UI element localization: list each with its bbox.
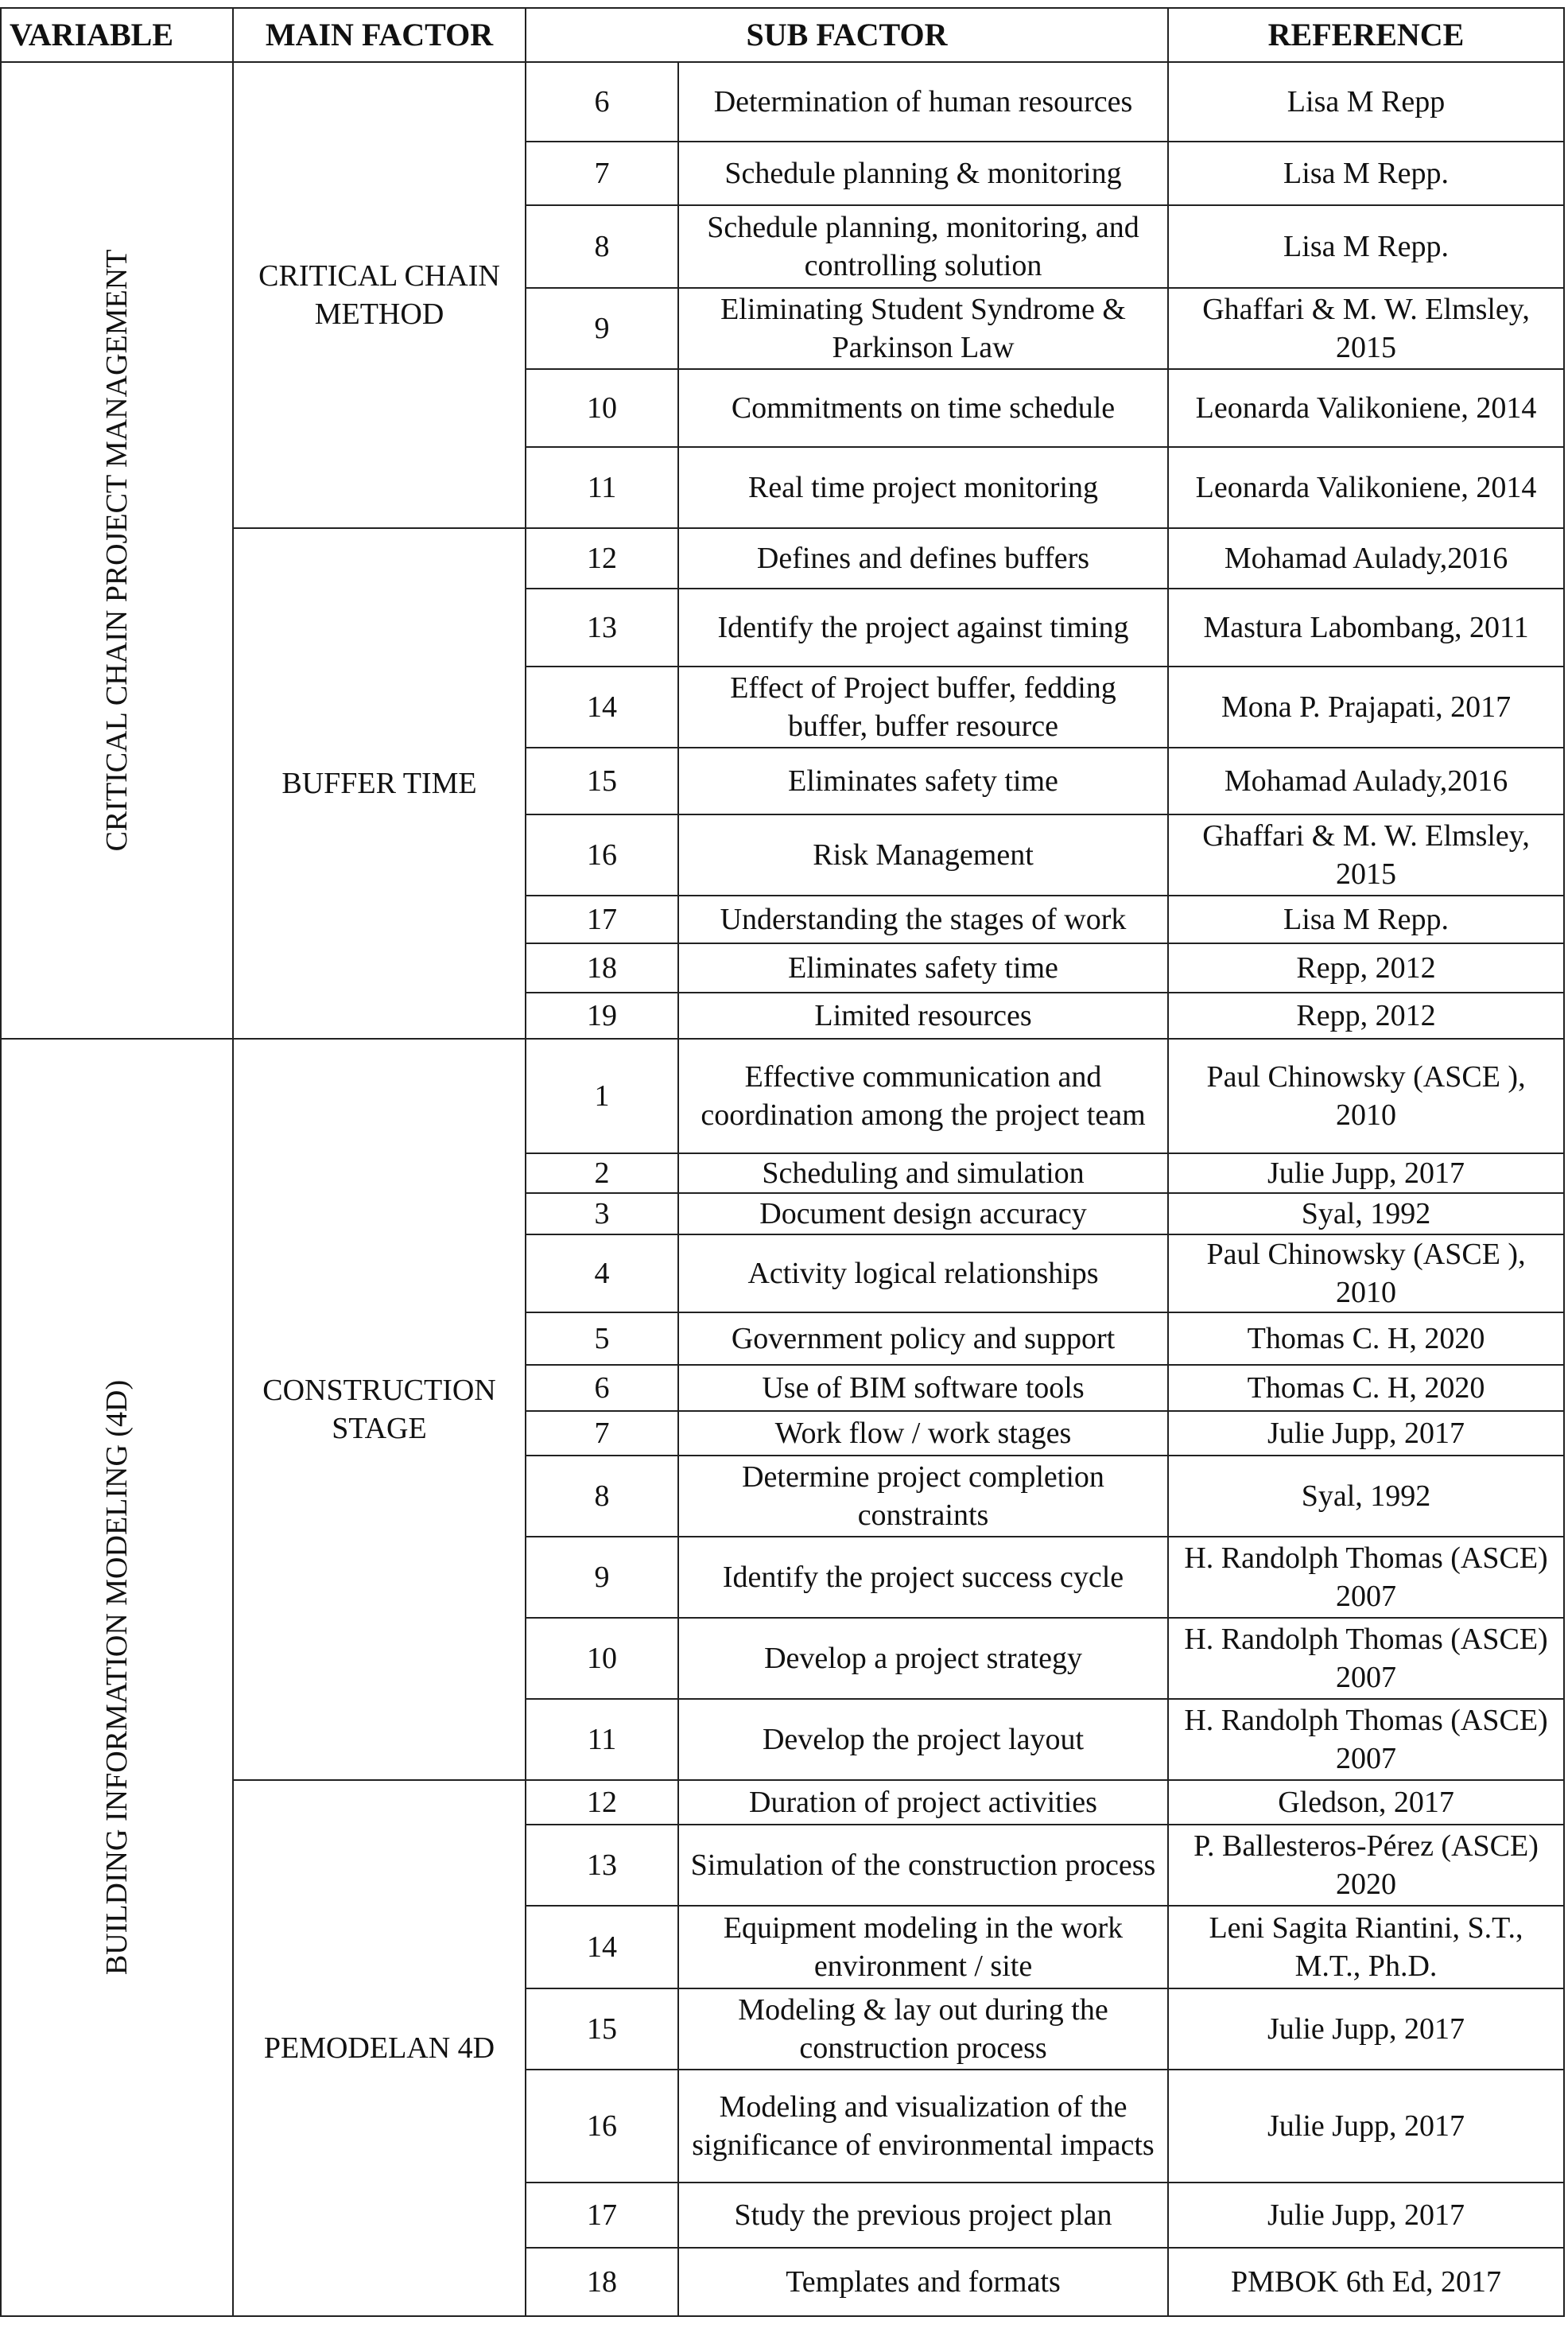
sub-factor-cell: Effect of Project buffer, fedding buffer, buffer resource — [678, 667, 1168, 748]
reference-cell: Julie Jupp, 2017 — [1168, 1153, 1564, 1193]
sub-factor-number: 18 — [526, 943, 678, 993]
reference-cell: Mastura Labombang, 2011 — [1168, 589, 1564, 667]
sub-factor-cell: Study the previous project plan — [678, 2183, 1168, 2248]
sub-factor-cell: Schedule planning, monitoring, and controlling solution — [678, 205, 1168, 288]
reference-cell: Lisa M Repp. — [1168, 896, 1564, 943]
sub-factor-cell: Document design accuracy — [678, 1193, 1168, 1234]
reference-cell: Lisa M Repp. — [1168, 205, 1564, 288]
sub-factor-cell: Schedule planning & monitoring — [678, 142, 1168, 205]
sub-factor-number: 8 — [526, 205, 678, 288]
sub-factor-number: 17 — [526, 896, 678, 943]
sub-factor-cell: Government policy and support — [678, 1312, 1168, 1365]
table-row — [1, 528, 1564, 589]
reference-cell: Thomas C. H, 2020 — [1168, 1312, 1564, 1365]
reference-cell: Lisa M Repp — [1168, 62, 1564, 142]
sub-factor-number: 11 — [526, 1699, 678, 1780]
reference-cell: Thomas C. H, 2020 — [1168, 1365, 1564, 1411]
header-row — [1, 8, 1564, 62]
header-variable: VARIABLE — [1, 8, 233, 62]
sub-factor-number: 15 — [526, 748, 678, 814]
sub-factor-cell: Develop the project layout — [678, 1699, 1168, 1780]
sub-factor-number: 13 — [526, 1825, 678, 1906]
reference-cell: Leni Sagita Riantini, S.T., M.T., Ph.D. — [1168, 1906, 1564, 1988]
variable-label: BUILDING INFORMATION MODELING (4D) — [100, 1379, 134, 1976]
table-body — [1, 62, 1564, 2316]
reference-cell: Ghaffari & M. W. Elmsley, 2015 — [1168, 814, 1564, 896]
main-factor-cell: CONSTRUCTION STAGE — [233, 1039, 526, 1780]
sub-factor-number: 12 — [526, 528, 678, 589]
reference-cell: Julie Jupp, 2017 — [1168, 2183, 1564, 2248]
sub-factor-number: 14 — [526, 667, 678, 748]
factor-table — [0, 7, 1565, 2317]
table-row — [1, 1780, 1564, 1825]
sub-factor-number: 9 — [526, 1537, 678, 1618]
reference-cell: Mohamad Aulady,2016 — [1168, 528, 1564, 589]
sub-factor-number: 13 — [526, 589, 678, 667]
reference-cell: Julie Jupp, 2017 — [1168, 1988, 1564, 2070]
sub-factor-cell: Defines and defines buffers — [678, 528, 1168, 589]
variable-label: CRITICAL CHAIN PROJECT MANAGEMENT — [100, 249, 134, 852]
header-sub-factor: SUB FACTOR — [526, 8, 1168, 62]
sub-factor-cell: Determination of human resources — [678, 62, 1168, 142]
header-reference: REFERENCE — [1168, 8, 1564, 62]
sub-factor-number: 10 — [526, 1618, 678, 1699]
variable-cell — [1, 62, 233, 1039]
sub-factor-cell: Real time project monitoring — [678, 447, 1168, 528]
reference-cell: H. Randolph Thomas (ASCE) 2007 — [1168, 1618, 1564, 1699]
sub-factor-number: 7 — [526, 142, 678, 205]
sub-factor-cell: Risk Management — [678, 814, 1168, 896]
sub-factor-number: 18 — [526, 2248, 678, 2316]
sub-factor-cell: Limited resources — [678, 993, 1168, 1039]
reference-cell: Repp, 2012 — [1168, 993, 1564, 1039]
sub-factor-number: 7 — [526, 1411, 678, 1456]
sub-factor-number: 1 — [526, 1039, 678, 1153]
sub-factor-number: 14 — [526, 1906, 678, 1988]
reference-cell: Julie Jupp, 2017 — [1168, 2070, 1564, 2183]
sub-factor-cell: Commitments on time schedule — [678, 369, 1168, 447]
reference-cell: P. Ballesteros-Pérez (ASCE) 2020 — [1168, 1825, 1564, 1906]
sub-factor-cell: Modeling and visualization of the significance of environmental impacts — [678, 2070, 1168, 2183]
reference-cell: Paul Chinowsky (ASCE ), 2010 — [1168, 1234, 1564, 1312]
table-row — [1, 62, 1564, 142]
sub-factor-cell: Eliminating Student Syndrome & Parkinson Law — [678, 288, 1168, 369]
sub-factor-number: 16 — [526, 814, 678, 896]
sub-factor-cell: Duration of project activities — [678, 1780, 1168, 1825]
reference-cell: Julie Jupp, 2017 — [1168, 1411, 1564, 1456]
reference-cell: Syal, 1992 — [1168, 1193, 1564, 1234]
sub-factor-cell: Understanding the stages of work — [678, 896, 1168, 943]
sub-factor-cell: Activity logical relationships — [678, 1234, 1168, 1312]
sub-factor-number: 16 — [526, 2070, 678, 2183]
reference-cell: Leonarda Valikoniene, 2014 — [1168, 447, 1564, 528]
sub-factor-cell: Eliminates safety time — [678, 748, 1168, 814]
reference-cell: PMBOK 6th Ed, 2017 — [1168, 2248, 1564, 2316]
table-row — [1, 1039, 1564, 1153]
reference-cell: Mohamad Aulady,2016 — [1168, 748, 1564, 814]
sub-factor-number: 2 — [526, 1153, 678, 1193]
sub-factor-cell: Eliminates safety time — [678, 943, 1168, 993]
sub-factor-cell: Modeling & lay out during the construction process — [678, 1988, 1168, 2070]
reference-cell: Repp, 2012 — [1168, 943, 1564, 993]
main-factor-cell: CRITICAL CHAIN METHOD — [233, 62, 526, 528]
reference-cell: Ghaffari & M. W. Elmsley, 2015 — [1168, 288, 1564, 369]
reference-cell: Paul Chinowsky (ASCE ), 2010 — [1168, 1039, 1564, 1153]
reference-cell: H. Randolph Thomas (ASCE) 2007 — [1168, 1537, 1564, 1618]
sub-factor-cell: Scheduling and simulation — [678, 1153, 1168, 1193]
sub-factor-number: 5 — [526, 1312, 678, 1365]
sub-factor-cell: Equipment modeling in the work environment / site — [678, 1906, 1168, 1988]
reference-cell: Lisa M Repp. — [1168, 142, 1564, 205]
sub-factor-number: 6 — [526, 1365, 678, 1411]
sub-factor-cell: Determine project completion constraints — [678, 1456, 1168, 1537]
sub-factor-number: 3 — [526, 1193, 678, 1234]
sub-factor-cell: Develop a project strategy — [678, 1618, 1168, 1699]
sub-factor-cell: Use of BIM software tools — [678, 1365, 1168, 1411]
sub-factor-cell: Identify the project success cycle — [678, 1537, 1168, 1618]
sub-factor-number: 10 — [526, 369, 678, 447]
sub-factor-number: 6 — [526, 62, 678, 142]
sub-factor-number: 17 — [526, 2183, 678, 2248]
main-factor-cell: BUFFER TIME — [233, 528, 526, 1039]
sub-factor-cell: Templates and formats — [678, 2248, 1168, 2316]
reference-cell: Syal, 1992 — [1168, 1456, 1564, 1537]
variable-cell — [1, 1039, 233, 2316]
main-factor-cell: PEMODELAN 4D — [233, 1780, 526, 2316]
sub-factor-number: 12 — [526, 1780, 678, 1825]
sub-factor-number: 8 — [526, 1456, 678, 1537]
reference-cell: Gledson, 2017 — [1168, 1780, 1564, 1825]
reference-cell: Leonarda Valikoniene, 2014 — [1168, 369, 1564, 447]
reference-cell: Mona P. Prajapati, 2017 — [1168, 667, 1564, 748]
sub-factor-number: 11 — [526, 447, 678, 528]
reference-cell: H. Randolph Thomas (ASCE) 2007 — [1168, 1699, 1564, 1780]
sub-factor-cell: Simulation of the construction process — [678, 1825, 1168, 1906]
sub-factor-number: 9 — [526, 288, 678, 369]
sub-factor-number: 19 — [526, 993, 678, 1039]
header-main-factor: MAIN FACTOR — [233, 8, 526, 62]
sub-factor-cell: Effective communication and coordination among the project team — [678, 1039, 1168, 1153]
sub-factor-number: 4 — [526, 1234, 678, 1312]
sub-factor-cell: Identify the project against timing — [678, 589, 1168, 667]
sub-factor-number: 15 — [526, 1988, 678, 2070]
sub-factor-cell: Work flow / work stages — [678, 1411, 1168, 1456]
